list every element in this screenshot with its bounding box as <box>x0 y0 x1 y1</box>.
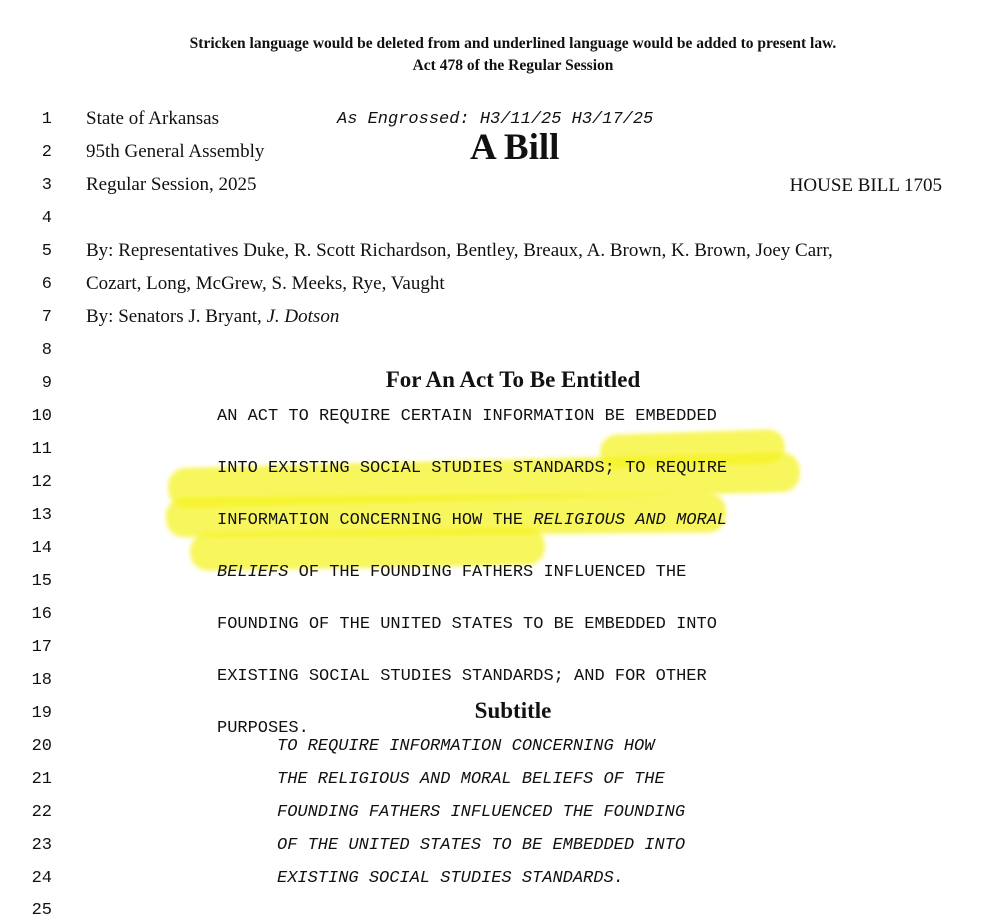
line-number: 8 <box>41 341 52 360</box>
subtitle-line-21: THE RELIGIOUS AND MORAL BELIEFS OF THE <box>277 770 665 789</box>
title-line-12-part2: RELIGIOUS AND MORAL <box>533 511 728 530</box>
title-line-12 <box>217 511 982 530</box>
title-line-12-part1: INFORMATION CONCERNING HOW THE <box>217 511 534 530</box>
act-title-heading: For An Act To Be Entitled <box>385 367 641 392</box>
title-line-16: PURPOSES. <box>217 719 309 738</box>
bill-number: HOUSE BILL 1705 <box>789 175 942 196</box>
subtitle-line-23: OF THE UNITED STATES TO BE EMBEDDED INTO <box>277 836 686 855</box>
line-number: 14 <box>31 539 52 558</box>
line-number: 1 <box>41 110 52 129</box>
line-number: 4 <box>41 209 52 228</box>
session-name: Regular Session, 2025 <box>86 174 257 195</box>
line-number: 13 <box>31 506 52 525</box>
general-assembly: 95th General Assembly <box>86 141 265 162</box>
title-line-13 <box>217 563 982 582</box>
line-number: 12 <box>31 473 52 492</box>
line-number: 20 <box>31 737 52 756</box>
line-number: 16 <box>31 605 52 624</box>
senate-sponsor-added: J. Dotson <box>266 306 340 327</box>
title-line-14-part2: TO BE EMBEDDED INTO <box>512 615 717 634</box>
title-line-13-part2: OF THE FOUNDING FATHERS INFLUENCED THE <box>288 563 687 582</box>
line-number: 10 <box>31 407 52 426</box>
line-number: 17 <box>31 638 52 657</box>
line-number: 6 <box>41 275 52 294</box>
house-sponsors-line2: Cozart, Long, McGrew, S. Meeks, Rye, Vaught <box>86 273 445 294</box>
line-number: 22 <box>31 803 52 822</box>
line-number: 7 <box>41 308 52 327</box>
line-number: 11 <box>31 440 52 459</box>
line-number: 2 <box>41 143 52 162</box>
title-line-13-part1: BELIEFS <box>217 563 289 582</box>
line-number: 24 <box>31 869 52 888</box>
line-number: 3 <box>41 176 52 195</box>
line-number: 23 <box>31 836 52 855</box>
senate-sponsors <box>86 306 339 328</box>
state-name: State of Arkansas <box>86 108 219 129</box>
line-number: 25 <box>31 901 52 920</box>
house-sponsors-line1: By: Representatives Duke, R. Scott Richardson, Bentley, Breaux, A. Brown, K. Brown, Joey Carr, <box>86 240 833 261</box>
subtitle-line-20: TO REQUIRE INFORMATION CONCERNING HOW <box>277 737 655 756</box>
title-line-11 <box>217 459 982 478</box>
line-number: 15 <box>31 572 52 591</box>
subtitle-heading: Subtitle <box>474 698 552 723</box>
act-number: Act 478 of the Regular Session <box>412 57 614 74</box>
line-number: 9 <box>41 374 52 393</box>
title-line-14-part1: FOUNDING OF THE UNITED STATES <box>217 615 513 634</box>
subtitle-line-24: EXISTING SOCIAL STUDIES STANDARDS. <box>277 869 624 888</box>
title-line-11-part1: INTO EXISTING SOCIAL STUDIES STANDARDS; <box>217 459 626 478</box>
senate-sponsors-prefix: By: Senators J. Bryant, <box>86 306 267 327</box>
title-line-15: EXISTING SOCIAL STUDIES STANDARDS; AND FOR OTHER <box>217 667 707 686</box>
line-number: 19 <box>31 704 52 723</box>
title-line-10: AN ACT TO REQUIRE CERTAIN INFORMATION BE EMBEDDED <box>217 407 717 426</box>
engrossed-dates: As Engrossed: H3/11/25 H3/17/25 <box>337 110 654 129</box>
line-number: 5 <box>41 242 52 261</box>
line-number: 21 <box>31 770 52 789</box>
strike-notice: Stricken language would be deleted from and underlined language would be added to present law. <box>189 35 837 52</box>
bill-heading: A Bill <box>470 127 560 168</box>
title-line-11-part2: TO REQUIRE <box>625 459 728 478</box>
line-number: 18 <box>31 671 52 690</box>
subtitle-line-22: FOUNDING FATHERS INFLUENCED THE FOUNDING <box>277 803 686 822</box>
title-line-14 <box>217 615 982 634</box>
